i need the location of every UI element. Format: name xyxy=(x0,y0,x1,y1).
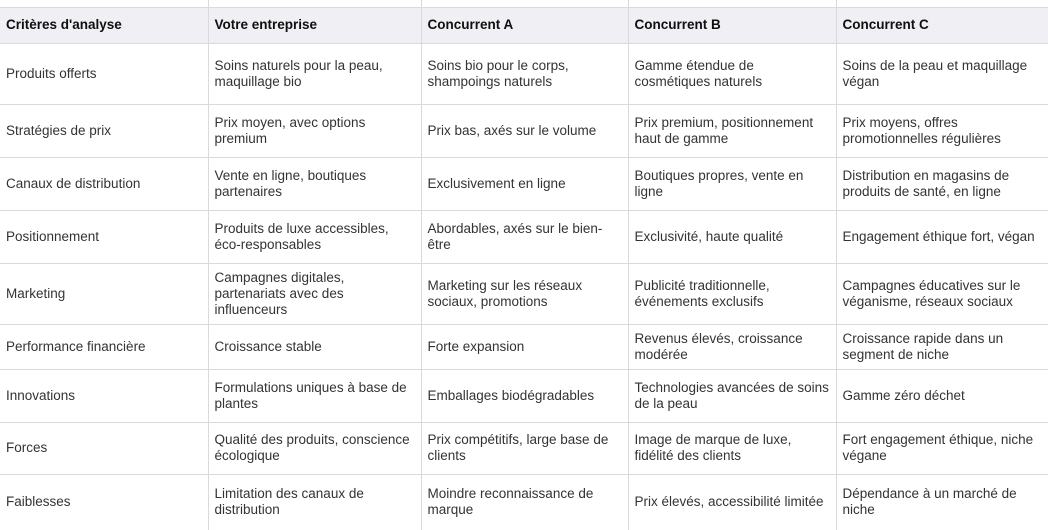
table-cell: Prix compétitifs, large base de clients xyxy=(421,422,628,474)
table-row-performance-financiere xyxy=(0,324,1048,369)
table-row-canaux-de-distribution xyxy=(0,157,1048,210)
table-cell: Emballages biodégradables xyxy=(421,369,628,422)
table-cell: Prix élevés, accessibilité limitée xyxy=(628,474,836,530)
table-cell xyxy=(421,0,628,7)
table-row-positionnement xyxy=(0,210,1048,263)
table-cell: Croissance rapide dans un segment de niche xyxy=(836,324,1048,369)
row-label: Performance financière xyxy=(0,324,208,369)
table-cell xyxy=(208,0,421,7)
table-cell: Publicité traditionnelle, événements exclusifs xyxy=(628,263,836,324)
column-header-concurrent-b: Concurrent B xyxy=(628,7,836,43)
table-cell: Formulations uniques à base de plantes xyxy=(208,369,421,422)
table-cell: Prix moyen, avec options premium xyxy=(208,104,421,157)
table-row-faiblesses xyxy=(0,474,1048,530)
row-label: Marketing xyxy=(0,263,208,324)
table-cell: Boutiques propres, vente en ligne xyxy=(628,157,836,210)
table-row-marketing xyxy=(0,263,1048,324)
table-row-forces xyxy=(0,422,1048,474)
table-cell: Exclusivité, haute qualité xyxy=(628,210,836,263)
table-row-strategies-de-prix xyxy=(0,104,1048,157)
table-cell: Marketing sur les réseaux sociaux, promotions xyxy=(421,263,628,324)
table-header-row xyxy=(0,7,1048,43)
table-cell: Soins bio pour le corps, shampoings naturels xyxy=(421,43,628,104)
table-cell: Abordables, axés sur le bien-être xyxy=(421,210,628,263)
table-cell xyxy=(628,0,836,7)
cropped-top-row xyxy=(0,0,1048,7)
row-label: Stratégies de prix xyxy=(0,104,208,157)
table-cell: Campagnes digitales, partenariats avec des influenceurs xyxy=(208,263,421,324)
table-cell: Engagement éthique fort, végan xyxy=(836,210,1048,263)
table-cell: Prix bas, axés sur le volume xyxy=(421,104,628,157)
column-header-criteres-analyse: Critères d'analyse xyxy=(0,7,208,43)
row-label: Canaux de distribution xyxy=(0,157,208,210)
table-cell: Technologies avancées de soins de la peau xyxy=(628,369,836,422)
table-cell: Forte expansion xyxy=(421,324,628,369)
table-cell xyxy=(836,0,1048,7)
table-cell: Soins de la peau et maquillage végan xyxy=(836,43,1048,104)
table-cell: Croissance stable xyxy=(208,324,421,369)
table-cell: Fort engagement éthique, niche végane xyxy=(836,422,1048,474)
column-header-votre-entreprise: Votre entreprise xyxy=(208,7,421,43)
table-cell: Produits de luxe accessibles, éco-responsables xyxy=(208,210,421,263)
row-label: Forces xyxy=(0,422,208,474)
row-label: Positionnement xyxy=(0,210,208,263)
table-cell: Vente en ligne, boutiques partenaires xyxy=(208,157,421,210)
column-header-concurrent-a: Concurrent A xyxy=(421,7,628,43)
table-cell: Revenus élevés, croissance modérée xyxy=(628,324,836,369)
table-cell: Campagnes éducatives sur le véganisme, réseaux sociaux xyxy=(836,263,1048,324)
table-cell: Prix premium, positionnement haut de gamme xyxy=(628,104,836,157)
table-cell: Limitation des canaux de distribution xyxy=(208,474,421,530)
row-label: Faiblesses xyxy=(0,474,208,530)
table-row-innovations xyxy=(0,369,1048,422)
table-cell: Qualité des produits, conscience écologique xyxy=(208,422,421,474)
row-label: Produits offerts xyxy=(0,43,208,104)
row-label: Innovations xyxy=(0,369,208,422)
table-cell: Dépendance à un marché de niche xyxy=(836,474,1048,530)
table-cell: Gamme étendue de cosmétiques naturels xyxy=(628,43,836,104)
column-header-concurrent-c: Concurrent C xyxy=(836,7,1048,43)
table-cell: Distribution en magasins de produits de santé, en ligne xyxy=(836,157,1048,210)
table-row-produits-offerts xyxy=(0,43,1048,104)
table-cell: Prix moyens, offres promotionnelles régulières xyxy=(836,104,1048,157)
table-cell: Exclusivement en ligne xyxy=(421,157,628,210)
table-cell xyxy=(0,0,208,7)
table-cell: Image de marque de luxe, fidélité des clients xyxy=(628,422,836,474)
table-cell: Soins naturels pour la peau, maquillage bio xyxy=(208,43,421,104)
table-cell: Moindre reconnaissance de marque xyxy=(421,474,628,530)
table-cell: Gamme zéro déchet xyxy=(836,369,1048,422)
